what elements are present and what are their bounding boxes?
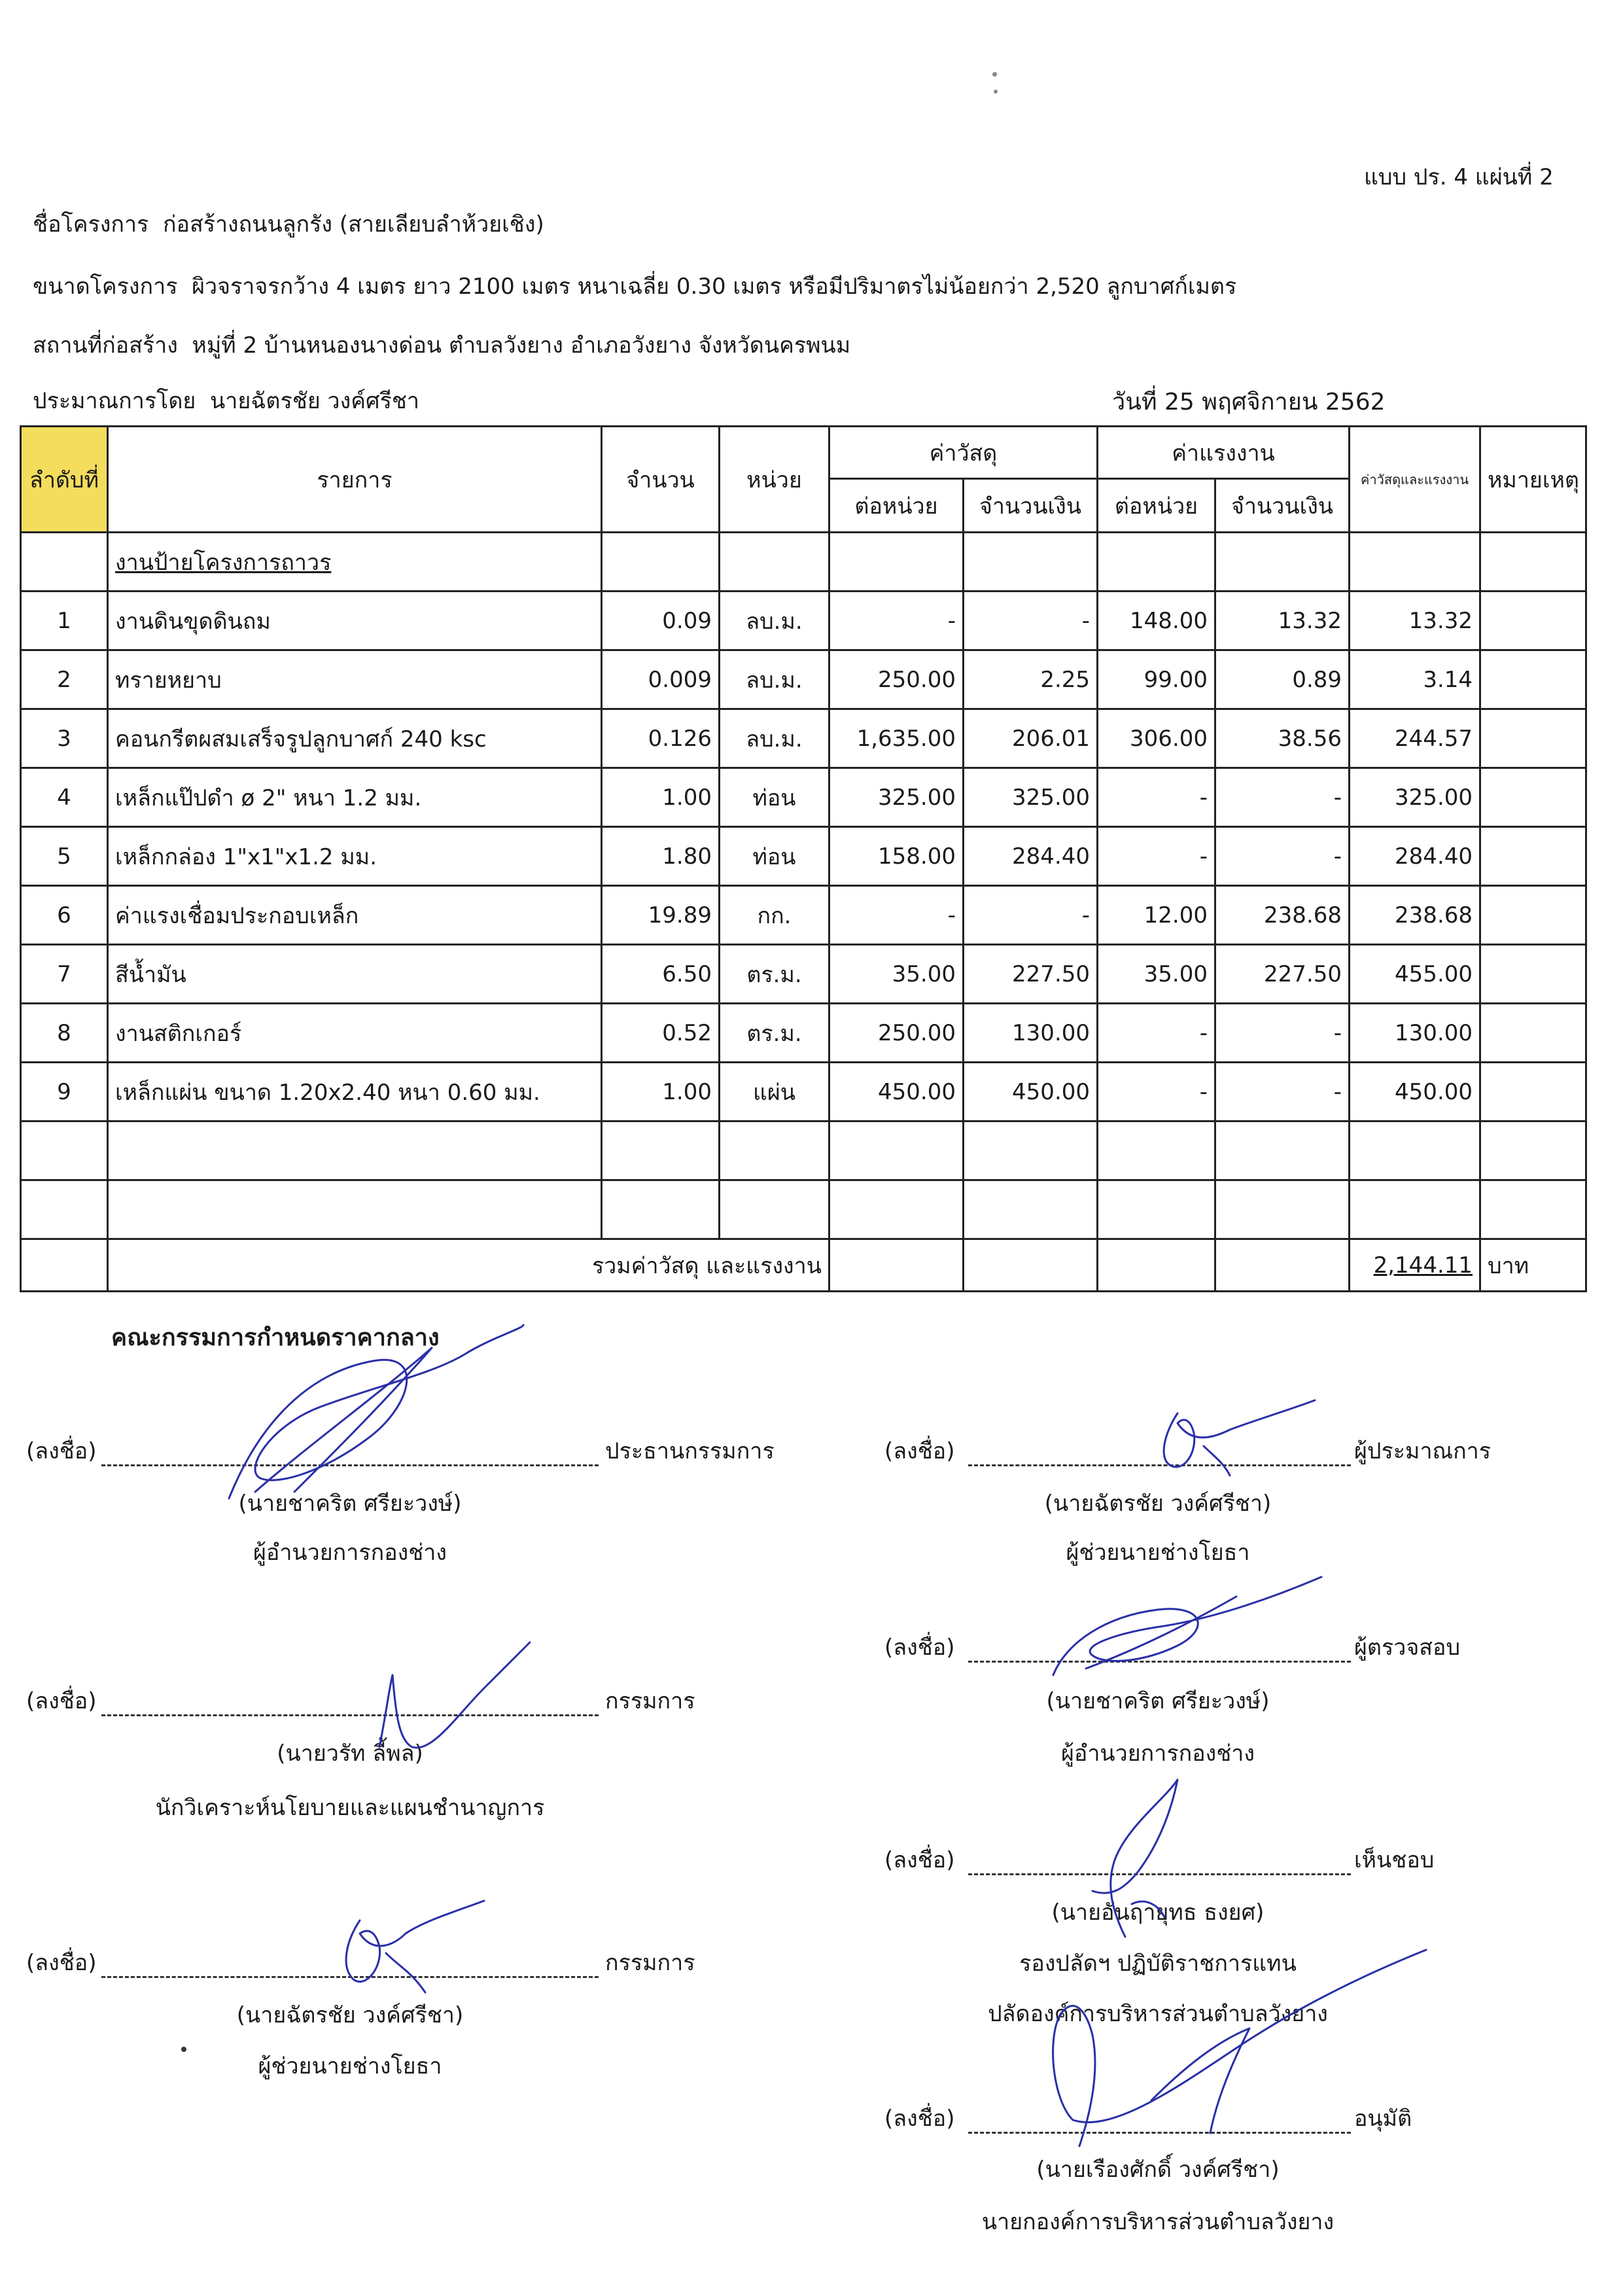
row-total: 455.00 bbox=[1350, 945, 1480, 1004]
cell-empty bbox=[1350, 1122, 1480, 1180]
row-unit: แผ่น bbox=[720, 1063, 829, 1122]
cell-empty bbox=[1350, 1180, 1480, 1239]
signatory-name: (นายอันฤายุทธ ธงยศ) bbox=[1051, 1899, 1265, 1926]
table-row bbox=[21, 650, 1586, 709]
cell-empty bbox=[1098, 1239, 1215, 1292]
row-seq: 7 bbox=[21, 945, 108, 1004]
row-item: ทรายหยาบ bbox=[108, 650, 602, 709]
row-remark bbox=[1480, 945, 1586, 1004]
signature-role: กรรมการ bbox=[605, 1688, 695, 1714]
cell-empty bbox=[964, 533, 1098, 592]
header-material-per-unit: ต่อหน่วย bbox=[829, 479, 964, 533]
row-labor-per-unit: - bbox=[1098, 827, 1215, 886]
cell-empty bbox=[1215, 1239, 1350, 1292]
grand-total: 2,144.11 bbox=[1350, 1239, 1480, 1292]
table-row bbox=[21, 827, 1586, 886]
row-material-per-unit: 250.00 bbox=[829, 650, 964, 709]
cell-empty bbox=[829, 1122, 964, 1180]
header-remark: หมายเหตุ bbox=[1480, 427, 1586, 533]
row-item: เหล็กแป๊ปดำ ø 2" หนา 1.2 มม. bbox=[108, 768, 602, 827]
row-material-per-unit: 450.00 bbox=[829, 1063, 964, 1122]
table-row bbox=[21, 1004, 1586, 1063]
row-material-amount: 325.00 bbox=[964, 768, 1098, 827]
signatory-name: (นายฉัตรชัย วงค์ศรีชา) bbox=[1044, 1491, 1272, 1517]
row-material-amount: 2.25 bbox=[964, 650, 1098, 709]
row-qty: 1.80 bbox=[602, 827, 720, 886]
project-location: หมู่ที่ 2 บ้านหนองนางด่อน ตำบลวังยาง อำเภอวังยาง จังหวัดนครพนม bbox=[192, 332, 851, 359]
header-qty: จำนวน bbox=[602, 427, 720, 533]
cell-empty bbox=[1215, 533, 1350, 592]
row-unit: ลบ.ม. bbox=[720, 650, 829, 709]
row-total: 244.57 bbox=[1350, 709, 1480, 768]
row-remark bbox=[1480, 592, 1586, 650]
row-unit: ท่อน bbox=[720, 827, 829, 886]
row-total: 284.40 bbox=[1350, 827, 1480, 886]
cell-empty bbox=[21, 1122, 108, 1180]
header-seq: ลำดับที่ bbox=[21, 427, 108, 533]
project-name: ก่อสร้างถนนลูกรัง (สายเลียบลำห้วยเชิง) bbox=[162, 211, 544, 238]
document-date: วันที่ 25 พฤศจิกายน 2562 bbox=[1112, 389, 1386, 415]
table-row bbox=[21, 709, 1586, 768]
project-size-label: ขนาดโครงการ bbox=[33, 274, 178, 300]
form-code: แบบ ปร. 4 แผ่นที่ 2 bbox=[1364, 164, 1554, 190]
signatory-position: ผู้อำนวยการกองช่าง bbox=[1060, 1740, 1255, 1767]
row-material-per-unit: 158.00 bbox=[829, 827, 964, 886]
signature-role: ผู้ประมาณการ bbox=[1354, 1438, 1492, 1464]
signatory-name: (นายชาคริต ศรียะวงษ์) bbox=[238, 1491, 462, 1517]
cell-empty bbox=[21, 533, 108, 592]
project-name-label: ชื่อโครงการ bbox=[33, 211, 149, 238]
row-total: 3.14 bbox=[1350, 650, 1480, 709]
signature-scribble bbox=[216, 1315, 530, 1511]
row-qty: 1.00 bbox=[602, 1063, 720, 1122]
row-unit: กก. bbox=[720, 886, 829, 945]
sign-label: (ลงชื่อ) bbox=[884, 2106, 955, 2132]
committee-title: คณะกรรมการกำหนดราคากลาง bbox=[111, 1324, 440, 1351]
row-total: 13.32 bbox=[1350, 592, 1480, 650]
row-unit: ลบ.ม. bbox=[720, 592, 829, 650]
row-seq: 1 bbox=[21, 592, 108, 650]
signature-scribble bbox=[1066, 1773, 1210, 1943]
scan-speck bbox=[181, 2047, 186, 2052]
project-location-label: สถานที่ก่อสร้าง bbox=[33, 332, 178, 359]
row-remark bbox=[1480, 886, 1586, 945]
signatory-name: (นายเรืองศักดิ์ วงค์ศรีชา) bbox=[1036, 2157, 1280, 2183]
signatory-name: (นายชาคริต ศรียะวงษ์) bbox=[1046, 1688, 1270, 1714]
cell-empty bbox=[1098, 1122, 1215, 1180]
row-qty: 0.126 bbox=[602, 709, 720, 768]
row-remark bbox=[1480, 768, 1586, 827]
signature-role: อนุมัติ bbox=[1354, 2106, 1412, 2132]
header-material: ค่าวัสดุ bbox=[829, 427, 1098, 479]
estimator-line bbox=[33, 383, 419, 418]
row-item: ค่าแรงเชื่อมประกอบเหล็ก bbox=[108, 886, 602, 945]
signatory-name: (นายฉัตรชัย วงค์ศรีชา) bbox=[236, 2002, 464, 2028]
row-remark bbox=[1480, 1004, 1586, 1063]
row-material-per-unit: - bbox=[829, 592, 964, 650]
cell-empty bbox=[964, 1180, 1098, 1239]
row-seq: 5 bbox=[21, 827, 108, 886]
row-unit: ท่อน bbox=[720, 768, 829, 827]
row-remark bbox=[1480, 827, 1586, 886]
row-labor-amount: - bbox=[1215, 1004, 1350, 1063]
row-unit: ตร.ม. bbox=[720, 945, 829, 1004]
header-item: รายการ bbox=[108, 427, 602, 533]
header-labor: ค่าแรงงาน bbox=[1098, 427, 1350, 479]
row-labor-amount: - bbox=[1215, 827, 1350, 886]
project-size: ผิวจราจรกว้าง 4 เมตร ยาว 2100 เมตร หนาเฉลี่ย 0.30 เมตร หรือมีปริมาตรไม่น้อยกว่า 2,520 ลูกบาศก์เมตร bbox=[192, 274, 1237, 300]
row-remark bbox=[1480, 709, 1586, 768]
signatory-position-2: ปลัดองค์การบริหารส่วนตำบลวังยาง bbox=[988, 2001, 1328, 2027]
cell-empty bbox=[21, 1239, 108, 1292]
row-seq: 3 bbox=[21, 709, 108, 768]
cell-empty bbox=[21, 1180, 108, 1239]
row-item: คอนกรีตผสมเสร็จรูปลูกบาศก์ 240 ksc bbox=[108, 709, 602, 768]
sign-label: (ลงชื่อ) bbox=[26, 1688, 97, 1714]
row-labor-per-unit: 148.00 bbox=[1098, 592, 1215, 650]
section-title: งานป้ายโครงการถาวร bbox=[108, 533, 602, 592]
cell-empty bbox=[1480, 533, 1586, 592]
row-seq: 6 bbox=[21, 886, 108, 945]
row-seq: 9 bbox=[21, 1063, 108, 1122]
estimator-label: ประมาณการโดย bbox=[33, 388, 196, 414]
row-total: 325.00 bbox=[1350, 768, 1480, 827]
row-material-amount: 227.50 bbox=[964, 945, 1098, 1004]
row-labor-amount: 38.56 bbox=[1215, 709, 1350, 768]
cell-empty bbox=[1215, 1180, 1350, 1239]
table-row bbox=[21, 945, 1586, 1004]
cell-empty bbox=[720, 1180, 829, 1239]
row-labor-amount: 0.89 bbox=[1215, 650, 1350, 709]
row-labor-per-unit: 99.00 bbox=[1098, 650, 1215, 709]
row-material-amount: 450.00 bbox=[964, 1063, 1098, 1122]
cell-empty bbox=[108, 1180, 602, 1239]
scan-speck bbox=[994, 90, 998, 94]
section-row bbox=[21, 533, 1586, 592]
cell-empty bbox=[720, 1122, 829, 1180]
row-labor-per-unit: 35.00 bbox=[1098, 945, 1215, 1004]
cell-empty bbox=[829, 1239, 964, 1292]
signature-scribble bbox=[1138, 1394, 1321, 1479]
row-qty: 0.009 bbox=[602, 650, 720, 709]
row-labor-per-unit: - bbox=[1098, 1004, 1215, 1063]
cell-empty bbox=[829, 1180, 964, 1239]
cell-empty bbox=[1480, 1180, 1586, 1239]
signature-scribble bbox=[1040, 1570, 1328, 1682]
row-material-per-unit: 250.00 bbox=[829, 1004, 964, 1063]
sign-label: (ลงชื่อ) bbox=[26, 1950, 97, 1976]
row-item: สีน้ำมัน bbox=[108, 945, 602, 1004]
row-labor-amount: 227.50 bbox=[1215, 945, 1350, 1004]
blank-row bbox=[21, 1180, 1586, 1239]
row-material-per-unit: - bbox=[829, 886, 964, 945]
row-total: 130.00 bbox=[1350, 1004, 1480, 1063]
grand-total-unit: บาท bbox=[1480, 1239, 1586, 1292]
table-row bbox=[21, 592, 1586, 650]
row-material-amount: 284.40 bbox=[964, 827, 1098, 886]
cell-empty bbox=[1098, 1180, 1215, 1239]
row-labor-amount: 238.68 bbox=[1215, 886, 1350, 945]
row-qty: 1.00 bbox=[602, 768, 720, 827]
signature-role: ประธานกรรมการ bbox=[605, 1438, 775, 1464]
table-row bbox=[21, 768, 1586, 827]
cell-empty bbox=[1480, 1122, 1586, 1180]
header-total: ค่าวัสดุและแรงงาน bbox=[1350, 427, 1480, 533]
row-labor-per-unit: 12.00 bbox=[1098, 886, 1215, 945]
row-material-amount: 206.01 bbox=[964, 709, 1098, 768]
row-qty: 6.50 bbox=[602, 945, 720, 1004]
sign-label: (ลงชื่อ) bbox=[884, 1634, 955, 1661]
estimator-name: นายฉัตรชัย วงค์ศรีชา bbox=[209, 388, 419, 414]
sign-label: (ลงชื่อ) bbox=[884, 1847, 955, 1873]
project-size-line bbox=[33, 268, 1236, 304]
signatory-position: ผู้ช่วยนายช่างโยธา bbox=[258, 2053, 442, 2079]
cell-empty bbox=[108, 1122, 602, 1180]
cell-empty bbox=[1215, 1122, 1350, 1180]
project-location-line bbox=[33, 327, 850, 362]
cell-empty bbox=[602, 533, 720, 592]
scan-speck bbox=[992, 72, 997, 77]
row-seq: 2 bbox=[21, 650, 108, 709]
row-unit: ตร.ม. bbox=[720, 1004, 829, 1063]
row-labor-amount: 13.32 bbox=[1215, 592, 1350, 650]
signatory-position: ผู้อำนวยการกองช่าง bbox=[253, 1540, 447, 1566]
header-unit: หน่วย bbox=[720, 427, 829, 533]
signature-scribble bbox=[321, 1894, 491, 1999]
row-labor-amount: - bbox=[1215, 1063, 1350, 1122]
signature-role: กรรมการ bbox=[605, 1950, 695, 1976]
project-name-line bbox=[33, 206, 544, 241]
cell-empty bbox=[964, 1239, 1098, 1292]
cell-empty bbox=[720, 533, 829, 592]
row-unit: ลบ.ม. bbox=[720, 709, 829, 768]
cell-empty bbox=[829, 533, 964, 592]
table-row bbox=[21, 886, 1586, 945]
cell-empty bbox=[964, 1122, 1098, 1180]
signature-role: ผู้ตรวจสอบ bbox=[1354, 1634, 1461, 1661]
row-qty: 19.89 bbox=[602, 886, 720, 945]
header-labor-amount: จำนวนเงิน bbox=[1215, 479, 1350, 533]
row-seq: 4 bbox=[21, 768, 108, 827]
row-material-amount: - bbox=[964, 886, 1098, 945]
signatory-position: รองปลัดฯ ปฏิบัติราชการแทน bbox=[1019, 1951, 1297, 1977]
total-row bbox=[21, 1239, 1586, 1292]
row-material-per-unit: 325.00 bbox=[829, 768, 964, 827]
signature-role: เห็นชอบ bbox=[1354, 1847, 1435, 1873]
row-item: งานดินขุดดินถม bbox=[108, 592, 602, 650]
row-labor-per-unit: 306.00 bbox=[1098, 709, 1215, 768]
cell-empty bbox=[602, 1122, 720, 1180]
table-row bbox=[21, 1063, 1586, 1122]
signature-scribble bbox=[1021, 1937, 1439, 2153]
row-item: เหล็กแผ่น ขนาด 1.20x2.40 หนา 0.60 มม. bbox=[108, 1063, 602, 1122]
header-material-amount: จำนวนเงิน bbox=[964, 479, 1098, 533]
sign-label: (ลงชื่อ) bbox=[884, 1438, 955, 1464]
cell-empty bbox=[1350, 533, 1480, 592]
row-remark bbox=[1480, 650, 1586, 709]
row-total: 238.68 bbox=[1350, 886, 1480, 945]
row-material-amount: 130.00 bbox=[964, 1004, 1098, 1063]
row-material-per-unit: 1,635.00 bbox=[829, 709, 964, 768]
row-item: เหล็กกล่อง 1"x1"x1.2 มม. bbox=[108, 827, 602, 886]
signatory-name: (นายวรัท ลี้พล) bbox=[277, 1740, 423, 1767]
row-seq: 8 bbox=[21, 1004, 108, 1063]
cell-empty bbox=[1098, 533, 1215, 592]
header-labor-per-unit: ต่อหน่วย bbox=[1098, 479, 1215, 533]
signature-scribble bbox=[353, 1636, 536, 1767]
total-label: รวมค่าวัสดุ และแรงงาน bbox=[108, 1239, 829, 1292]
signatory-position: นายกองค์การบริหารส่วนตำบลวังยาง bbox=[981, 2209, 1335, 2235]
row-total: 450.00 bbox=[1350, 1063, 1480, 1122]
row-labor-per-unit: - bbox=[1098, 768, 1215, 827]
row-labor-per-unit: - bbox=[1098, 1063, 1215, 1122]
row-item: งานสติกเกอร์ bbox=[108, 1004, 602, 1063]
signatory-position: นักวิเคราะห์นโยบายและแผนชำนาญการ bbox=[155, 1795, 545, 1821]
bill-of-quantities-table bbox=[20, 425, 1587, 1292]
signatory-position: ผู้ช่วยนายช่างโยธา bbox=[1066, 1540, 1250, 1566]
row-material-amount: - bbox=[964, 592, 1098, 650]
row-remark bbox=[1480, 1063, 1586, 1122]
blank-row bbox=[21, 1122, 1586, 1180]
sign-label: (ลงชื่อ) bbox=[26, 1438, 97, 1464]
row-qty: 0.09 bbox=[602, 592, 720, 650]
cell-empty bbox=[602, 1180, 720, 1239]
row-qty: 0.52 bbox=[602, 1004, 720, 1063]
row-labor-amount: - bbox=[1215, 768, 1350, 827]
row-material-per-unit: 35.00 bbox=[829, 945, 964, 1004]
